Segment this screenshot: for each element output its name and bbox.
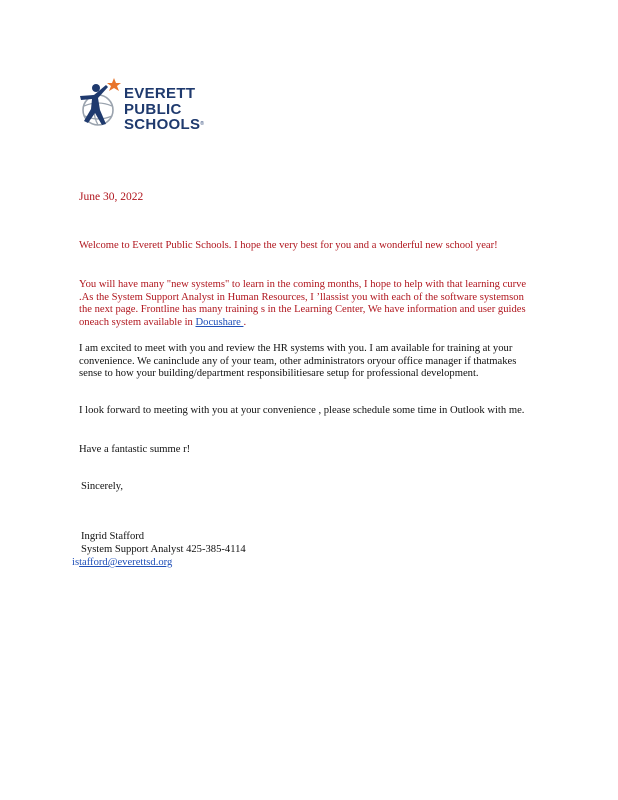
- paragraph-schedule: I look forward to meeting with you at your convenience , please schedule some time in Outlook with me.: [79, 405, 525, 416]
- logo-wordmark: [124, 86, 204, 133]
- globe-figure-star-icon: [76, 76, 124, 132]
- paragraph-new-systems-end: .: [243, 316, 247, 328]
- logo-line-3: SCHOOLS®: [124, 116, 205, 133]
- signer-title-phone: System Support Analyst 425-385-4114: [81, 543, 246, 555]
- paragraph-new-systems-text: You will have many "new systems" to learn in the coming months, I hope to help with that learning curve .As the System Support Analyst in Human Resources, I ’llassist you with each of the software systemson the next page. Frontline has many training s in the Learning Center, We have information and user guides oneach system available in: [79, 279, 527, 328]
- district-logo: [76, 76, 216, 132]
- logo-line-2: PUBLIC: [124, 100, 182, 118]
- letter-date: June 30, 2022: [79, 191, 144, 203]
- paragraph-welcome: Welcome to Everett Public Schools. I hope the very best for you and a wonderful new school year!: [79, 240, 498, 251]
- docushare-link[interactable]: Docushare: [195, 316, 244, 328]
- logo-line-1: EVERETT: [124, 85, 196, 102]
- signer-email-link[interactable]: [72, 557, 172, 568]
- paragraph-training: I am excited to meet with you and review the HR systems with you. I am available for training at your convenience. We caninclude any of your team, other administrators oryour office manager if thatmakes sense to how your building/department responsibilitiesare setup for professional development.: [79, 343, 517, 380]
- signer-name: Ingrid Stafford: [81, 531, 145, 542]
- email-prefix: is: [72, 557, 80, 568]
- email-address[interactable]: tafford@everettsd.org: [79, 557, 173, 568]
- paragraph-new-systems: [79, 279, 539, 329]
- trademark-mark: ®: [200, 121, 205, 127]
- signature-block: [81, 531, 246, 556]
- paragraph-summer: Have a fantastic summe r!: [79, 444, 191, 455]
- closing-sincerely: Sincerely,: [81, 481, 123, 492]
